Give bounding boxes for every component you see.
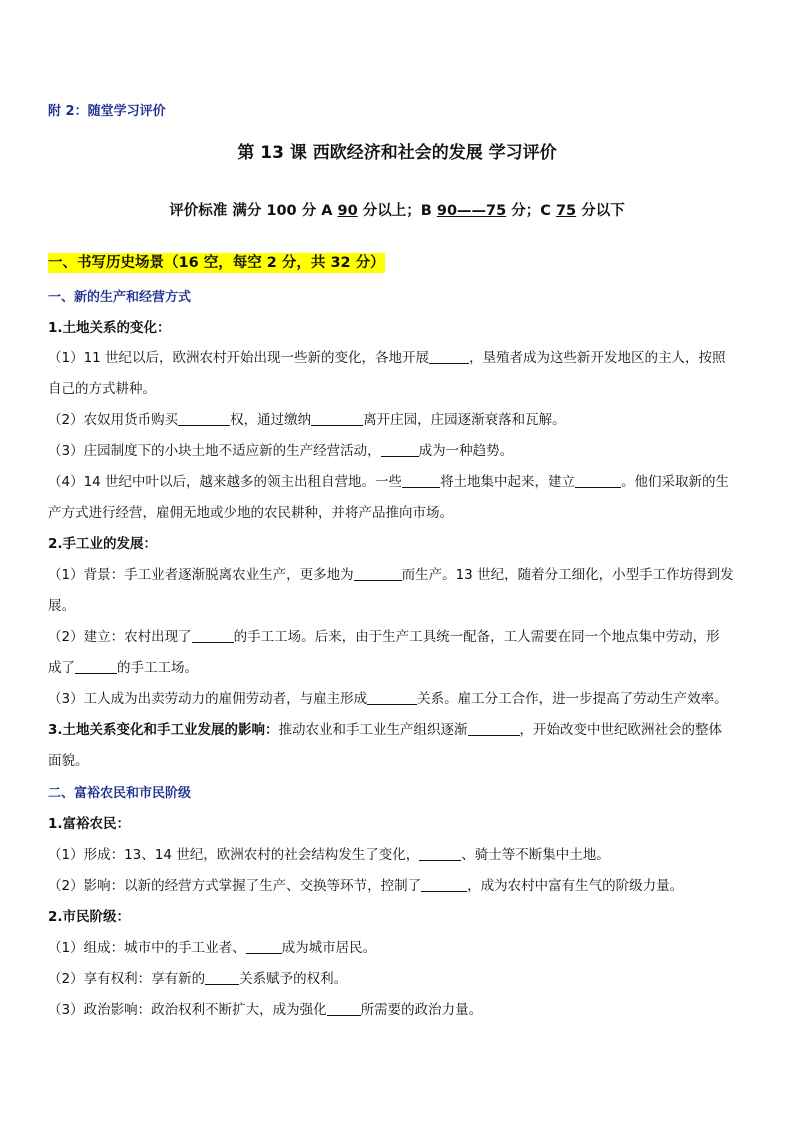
subheading-impact: 3.土地关系变化和手工业发展的影响： [48,722,279,738]
text: 。他们采取新的生 [621,474,730,490]
text: ，开始改变中世纪欧洲社会的整体 [519,722,723,738]
line-1-1 [48,349,748,367]
text: （2）影响：以新的经营方式掌握了生产、交换等环节，控制了 [48,878,422,894]
text: 离开庄园，庄园逐渐衰落和瓦解。 [363,412,566,428]
answer-blank[interactable] [419,847,461,861]
page-title: 第 13 课 西欧经济和社会的发展 学习评价 [237,143,557,163]
evaluation-criteria [0,199,794,220]
text: （2）农奴用货币购买 [48,412,179,428]
text: ，成为农村中富有生气的阶级力量。 [467,878,684,894]
text: 推动农业和手工业生产组织逐渐 [278,722,468,738]
subheading-burghers: 2.市民阶级： [48,909,131,925]
part2-heading: 二、富裕农民和市民阶级 [48,786,192,801]
text: 关系赋予的权利。 [239,971,348,987]
answer-blank[interactable] [327,1002,361,1016]
line-3-cont: 面貌。 [48,753,89,769]
line-2-2 [48,628,748,646]
text: （2）享有权利：享有新的 [48,971,206,987]
text: 将土地集中起来，建立 [440,474,576,490]
criteria-text-2: 分以上；B [357,203,437,219]
answer-blank[interactable] [402,474,440,488]
line-2-2-cont [48,659,748,677]
line-1-2 [48,411,748,429]
line-1-4 [48,473,748,491]
text: （2）建立：农村出现了 [48,629,192,645]
criteria-text-4: 分以下 [576,203,625,219]
line-2-1 [48,566,748,584]
text: 成了 [48,660,75,676]
line-p2-1-2 [48,877,748,895]
answer-blank[interactable] [205,971,239,985]
text: （3）工人成为出卖劳动力的雇佣劳动者，与雇主形成 [48,691,368,707]
text: ，垦殖者成为这些新开发地区的主人，按照 [469,350,726,366]
answer-blank[interactable] [381,443,419,457]
answer-blank[interactable] [367,691,417,705]
text: （4）14 世纪中叶以后，越来越多的领主出租自营地。一些 [48,474,403,490]
text: （1）背景：手工业者逐渐脱离农业生产，更多地为 [48,567,354,583]
line-p2-2-2 [48,970,748,988]
line-p2-1-1 [48,846,748,864]
section-header-row [48,254,748,272]
criteria-c-score: 75 [555,203,577,219]
text: 而生产。13 世纪，随着分工细化，小型手工作坊得到发 [401,567,734,583]
line-p2-2-1 [48,939,748,957]
answer-blank[interactable] [75,660,117,674]
text: 的手工工场。 [117,660,198,676]
line-p2-2-3 [48,1001,748,1019]
answer-blank[interactable] [192,629,234,643]
criteria-b-range: 90——75 [436,203,507,219]
part1-heading: 一、新的生产和经营方式 [48,290,192,305]
criteria-text-1: 评价标准 满分 100 分 A [169,203,338,219]
answer-blank[interactable] [246,940,282,954]
criteria-a-score: 90 [337,203,358,219]
text: 、骑士等不断集中土地。 [461,847,610,863]
answer-blank[interactable] [468,722,520,736]
appendix-label: 附 2：随堂学习评价 [48,104,166,119]
line-2-3 [48,690,748,708]
text: 权，通过缴纳 [230,412,312,428]
text: 的手工工场。后来，由于生产工具统一配备，工人需要在同一个地点集中劳动，形 [233,629,720,645]
section-header: 一、书写历史场景（16 空，每空 2 分，共 32 分） [48,255,385,271]
subheading-rich-peasants: 1.富裕农民： [48,816,131,832]
line-1-4-cont: 产方式进行经营，雇佣无地或少地的农民耕种，并将产品推向市场。 [48,505,453,521]
text: （1）组成：城市中的手工业者、 [48,940,246,956]
text: 成为城市居民。 [281,940,377,956]
answer-blank[interactable] [575,474,621,488]
text: 关系。雇工分工合作，进一步提高了劳动生产效率。 [417,691,728,707]
text: （1）形成：13、14 世纪，欧洲农村的社会结构发生了变化， [48,847,420,863]
text: 成为一种趋势。 [418,443,514,459]
text: （1）11 世纪以后，欧洲农村开始出现一些新的变化，各地开展 [48,350,430,366]
answer-blank[interactable] [354,567,402,581]
text: （3）政治影响：政治权利不断扩大，成为强化 [48,1002,327,1018]
answer-blank[interactable] [178,412,230,426]
line-1-3 [48,442,748,460]
text: 所需要的政治力量。 [360,1002,483,1018]
line-1-1-cont: 自己的方式耕种。 [48,381,156,397]
subheading-land-relations: 1.土地关系的变化： [48,320,171,336]
answer-blank[interactable] [311,412,363,426]
answer-blank[interactable] [421,878,467,892]
subheading-handicraft: 2.手工业的发展： [48,536,158,552]
answer-blank[interactable] [429,350,469,364]
text: （3）庄园制度下的小块土地不适应新的生产经营活动， [48,443,381,459]
line-2-1-cont: 展。 [48,598,75,614]
line-3 [48,721,748,739]
criteria-text-3: 分；C [506,203,556,219]
